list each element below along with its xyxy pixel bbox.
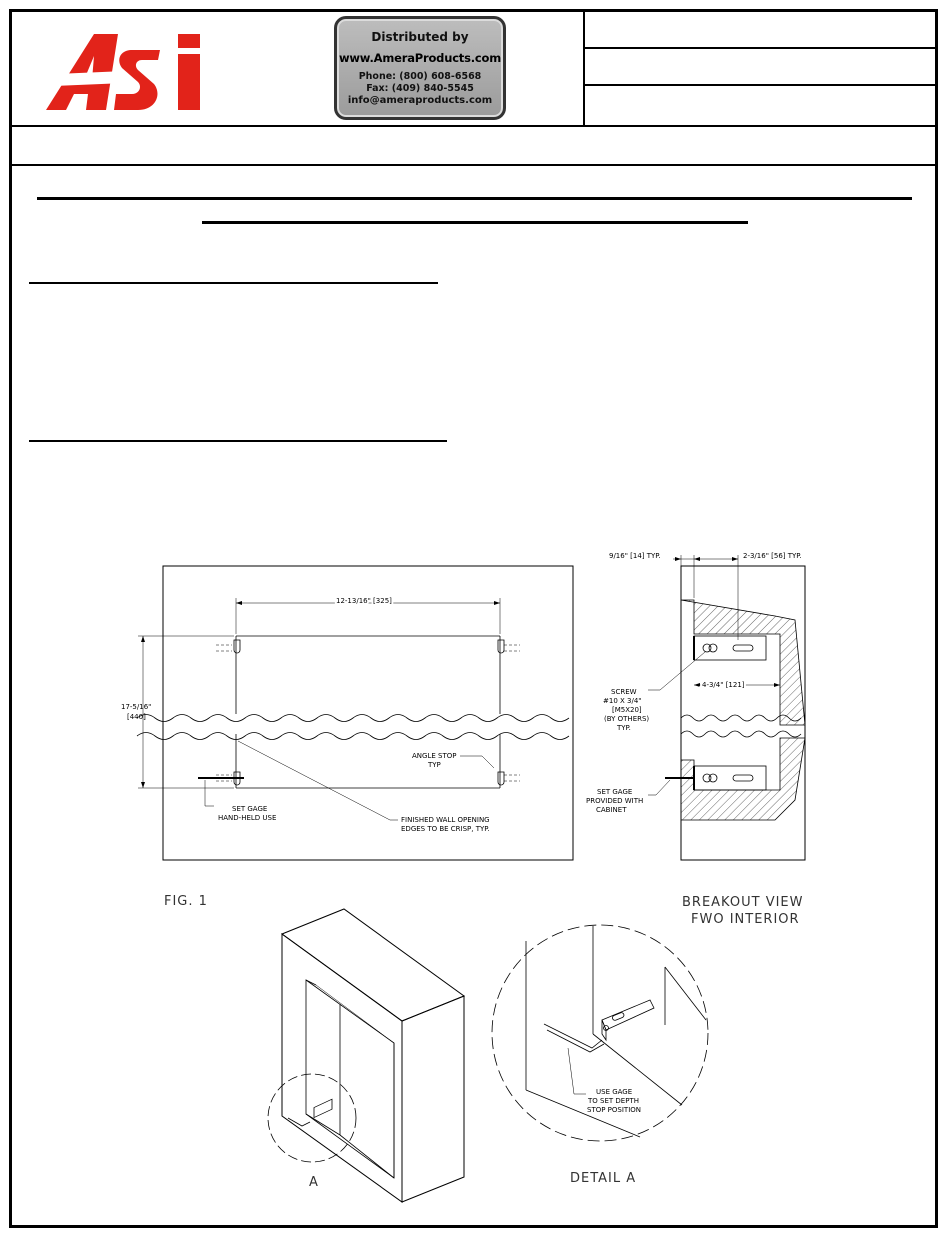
detail-note-3: STOP POSITION	[587, 1106, 642, 1114]
breakout-dim-left: 9/16" [14] TYP.	[609, 552, 661, 560]
fig1-set-gage-1: SET GAGE	[232, 805, 268, 813]
fig1-set-gage-2: HAND-HELD USE	[218, 814, 277, 822]
breakout-dim-right: 2-3/16" [56] TYP.	[743, 552, 802, 560]
fig1-dim-width: 12-13/16" [325]	[336, 597, 392, 605]
distributor-website[interactable]: www.AmeraProducts.com	[338, 51, 502, 65]
fig1-finished-wall-2: EDGES TO BE CRISP, TYP.	[401, 825, 490, 833]
breakout-set-gage-1: SET GAGE	[597, 788, 633, 796]
fig1-label: FIG. 1	[164, 894, 208, 909]
distributor-email[interactable]: info@ameraproducts.com	[347, 95, 493, 106]
breakout-screw-2: #10 X 3/4"	[603, 697, 642, 705]
distributor-title: Distributed by	[371, 30, 469, 44]
fig1-front-view	[137, 566, 573, 860]
breakout-screw-5: TYP.	[617, 724, 631, 732]
breakout-label-1: BREAKOUT VIEW	[682, 895, 804, 910]
breakout-set-gage-2: PROVIDED WITH	[586, 797, 644, 805]
breakout-screw-3: [M5X20]	[612, 706, 642, 714]
distributor-fax: Fax: (409) 840-5545	[366, 83, 474, 94]
breakout-view	[648, 555, 805, 860]
breakout-dim-depth: 4-3/4" [121]	[702, 681, 745, 689]
detail-note-1: USE GAGE	[596, 1088, 633, 1096]
breakout-screw-1: SCREW	[611, 688, 637, 696]
logo-text: ASi	[46, 30, 48, 31]
fig1-finished-wall-1: FINISHED WALL OPENING	[401, 816, 490, 824]
isometric-cabinet-view	[268, 909, 464, 1202]
distributor-phone: Phone: (800) 608-6568	[358, 71, 482, 82]
fig1-angle-stop-2: TYP	[428, 761, 441, 769]
breakout-screw-4: (BY OTHERS)	[604, 715, 650, 723]
iso-label: A	[309, 1175, 319, 1190]
fig1-dim-height-2: [440]	[127, 713, 146, 721]
detail-note-2: TO SET DEPTH	[588, 1097, 639, 1105]
fig1-angle-stop-1: ANGLE STOP	[412, 752, 457, 760]
detail-label: DETAIL A	[570, 1171, 637, 1186]
breakout-label-2: FWO INTERIOR	[691, 912, 800, 927]
fig1-dim-height-1: 17-5/16"	[121, 703, 152, 711]
breakout-set-gage-3: CABINET	[596, 806, 627, 814]
